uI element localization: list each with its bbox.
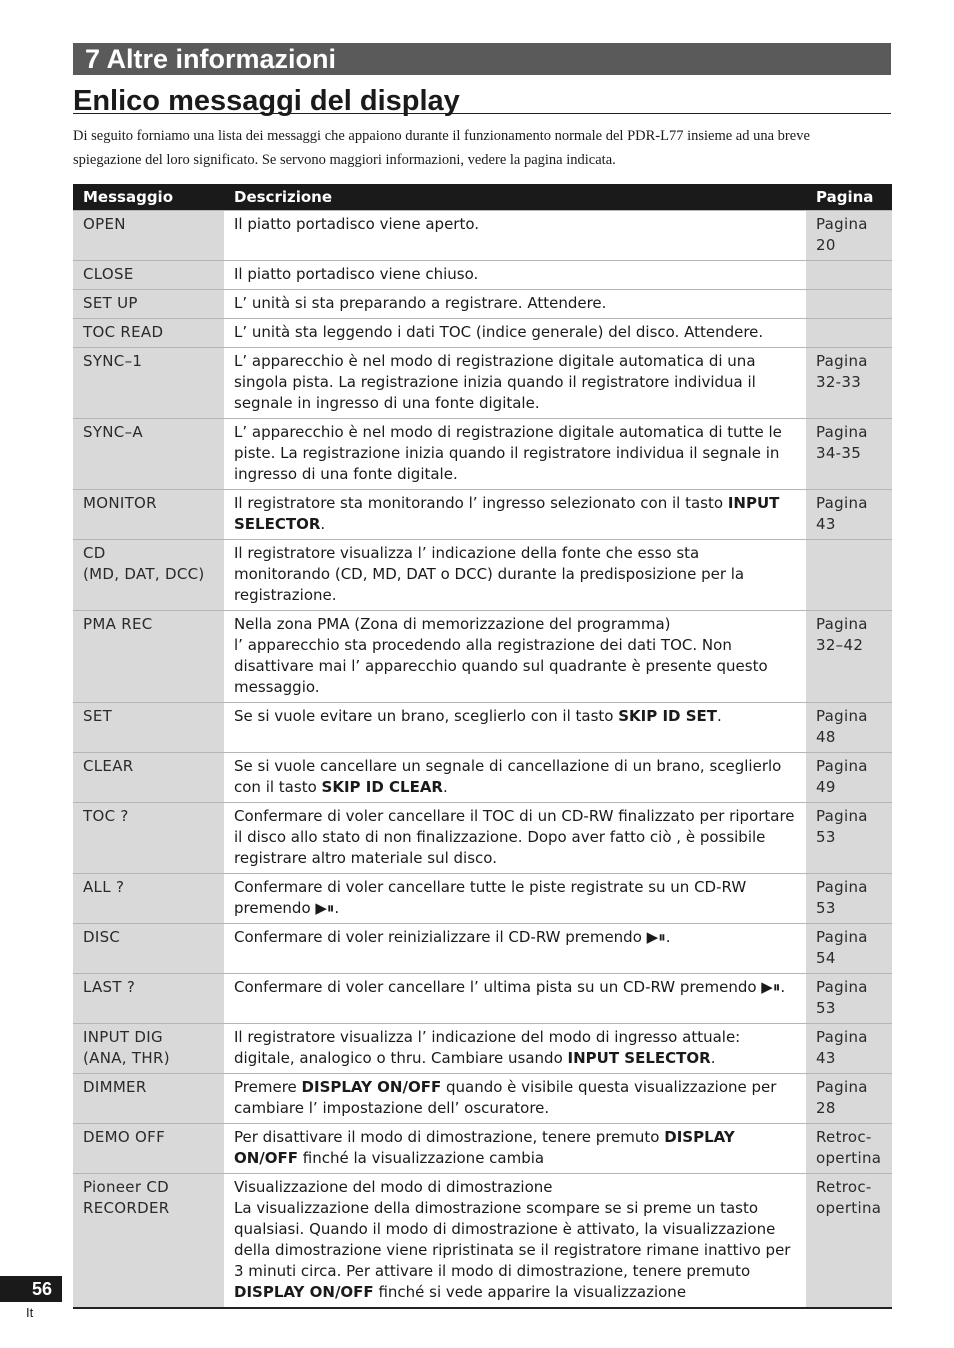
message-cell: SYNC–A bbox=[73, 419, 224, 490]
message-cell: PMA REC bbox=[73, 611, 224, 703]
page-ref-cell: Pagina 54 bbox=[806, 924, 892, 974]
page-ref-cell: Pagina 28 bbox=[806, 1074, 892, 1124]
page-ref-cell bbox=[806, 319, 892, 348]
message-cell: CLOSE bbox=[73, 261, 224, 290]
table-row bbox=[73, 611, 892, 703]
description-cell bbox=[224, 753, 806, 803]
key-name: DISPLAY ON/OFF bbox=[234, 1283, 374, 1301]
description-text: Per disattivare il modo di dimostrazione, tenere premuto bbox=[234, 1128, 665, 1146]
table-row bbox=[73, 1024, 892, 1074]
description-text: Nella zona PMA (Zona di memorizzazione del programma) l’ apparecchio sta procedendo alla registrazione dei dati TOC. Non disattivare mai l’ apparecchio quando sul quadrante è presente questo messaggio. bbox=[234, 615, 768, 696]
description-text: Confermare di voler reinizializzare il CD-RW premendo ▶⏸. bbox=[234, 928, 671, 946]
messages-table bbox=[73, 184, 892, 1309]
table-row bbox=[73, 874, 892, 924]
description-text: finché si vede apparire la visualizzazione bbox=[373, 1283, 687, 1301]
description-cell bbox=[224, 611, 806, 703]
message-cell: DEMO OFF bbox=[73, 1124, 224, 1174]
description-text: Se si vuole cancellare un segnale di cancellazione di un brano, sceglierlo con il tasto bbox=[234, 757, 782, 796]
table-row bbox=[73, 1174, 892, 1309]
message-cell: DIMMER bbox=[73, 1074, 224, 1124]
message-cell: INPUT DIG (ANA, THR) bbox=[73, 1024, 224, 1074]
description-text: finché la visualizzazione cambia bbox=[298, 1149, 545, 1167]
message-cell: CD (MD, DAT, DCC) bbox=[73, 540, 224, 611]
page-ref-cell: Pagina 32-33 bbox=[806, 348, 892, 419]
description-cell bbox=[224, 290, 806, 319]
message-cell: LAST ? bbox=[73, 974, 224, 1024]
message-cell: Pioneer CD RECORDER bbox=[73, 1174, 224, 1309]
page-ref-cell: Retroc- opertina bbox=[806, 1174, 892, 1309]
intro-paragraph: Di seguito forniamo una lista dei messaggi che appaiono durante il funzionamento normale del PDR-L77 insieme ad una breve spiegazione del loro significato. Se servono maggiori informazioni, vedere la pagina indicata. bbox=[73, 128, 810, 168]
description-text: Confermare di voler cancellare tutte le piste registrate su un CD-RW premendo ▶⏸. bbox=[234, 878, 747, 917]
page-ref-cell: Pagina 32–42 bbox=[806, 611, 892, 703]
page-ref-cell bbox=[806, 290, 892, 319]
table-row bbox=[73, 803, 892, 874]
language-code: It bbox=[26, 1305, 34, 1320]
page-ref-cell: Pagina 43 bbox=[806, 490, 892, 540]
page-ref-cell bbox=[806, 540, 892, 611]
table-header-row bbox=[73, 184, 892, 211]
message-cell: CLEAR bbox=[73, 753, 224, 803]
description-cell bbox=[224, 211, 806, 261]
key-name: INPUT SELECTOR bbox=[567, 1049, 711, 1067]
message-cell: MONITOR bbox=[73, 490, 224, 540]
key-name: INPUT SELECTOR bbox=[234, 494, 780, 533]
description-cell bbox=[224, 803, 806, 874]
description-cell bbox=[224, 974, 806, 1024]
description-cell bbox=[224, 703, 806, 753]
description-text: . bbox=[710, 1049, 716, 1067]
description-cell bbox=[224, 924, 806, 974]
table-row bbox=[73, 319, 892, 348]
key-name: SKIP ID SET bbox=[618, 707, 717, 725]
header-description: Descrizione bbox=[224, 184, 806, 211]
table-row bbox=[73, 290, 892, 319]
header-message: Messaggio bbox=[73, 184, 224, 211]
page-number: 56 bbox=[0, 1276, 62, 1302]
description-cell bbox=[224, 540, 806, 611]
description-text: . bbox=[717, 707, 722, 725]
key-name: DISPLAY ON/OFF bbox=[301, 1078, 442, 1096]
table-row bbox=[73, 1074, 892, 1124]
message-cell: OPEN bbox=[73, 211, 224, 261]
table-row bbox=[73, 703, 892, 753]
message-cell: TOC READ bbox=[73, 319, 224, 348]
description-text: L’ apparecchio è nel modo di registrazione digitale automatica di tutte le piste. La registrazione inizia quando il registratore individua il segnale in ingresso di una fonte digitale. bbox=[234, 423, 782, 483]
description-text: L’ unità sta leggendo i dati TOC (indice generale) del disco. Attendere. bbox=[234, 323, 764, 341]
table-body bbox=[73, 211, 892, 1309]
description-cell bbox=[224, 1124, 806, 1174]
description-text: Visualizzazione del modo di dimostrazione La visualizzazione della dimostrazione scompare se si preme un tasto qualsiasi. Quando il modo di dimostrazione è attivato, la visualizzazione della dimostrazione viene ripristinata se il registratore rimane inattivo per 3 minuti circa. Per attivare il modo di dimostrazione, tenere premuto bbox=[234, 1178, 791, 1280]
description-cell bbox=[224, 1174, 806, 1309]
description-cell bbox=[224, 490, 806, 540]
message-cell: SYNC–1 bbox=[73, 348, 224, 419]
description-cell bbox=[224, 1074, 806, 1124]
message-cell: SET bbox=[73, 703, 224, 753]
description-cell bbox=[224, 319, 806, 348]
page-ref-cell: Pagina 48 bbox=[806, 703, 892, 753]
description-text: Confermare di voler cancellare il TOC di un CD-RW finalizzato per riportare il disco allo stato di non finalizzazione. Dopo aver fatto ciò , è possibile registrare altro materiale sul disco. bbox=[234, 807, 795, 867]
message-cell: SET UP bbox=[73, 290, 224, 319]
message-cell: ALL ? bbox=[73, 874, 224, 924]
page-ref-cell: Pagina 53 bbox=[806, 874, 892, 924]
table-row bbox=[73, 540, 892, 611]
table-row bbox=[73, 261, 892, 290]
table-row bbox=[73, 211, 892, 261]
table-row bbox=[73, 753, 892, 803]
description-cell bbox=[224, 874, 806, 924]
description-text: Confermare di voler cancellare l’ ultima pista su un CD-RW premendo ▶⏸. bbox=[234, 978, 786, 996]
key-name: SKIP ID CLEAR bbox=[321, 778, 443, 796]
page-ref-cell bbox=[806, 261, 892, 290]
description-text: Il piatto portadisco viene aperto. bbox=[234, 215, 480, 233]
description-cell bbox=[224, 1024, 806, 1074]
description-text: Il registratore visualizza l’ indicazione della fonte che esso sta monitorando (CD, MD, DAT o DCC) durante la predisposizione per la registrazione. bbox=[234, 544, 745, 604]
description-text: L’ unità si sta preparando a registrare. Attendere. bbox=[234, 294, 607, 312]
description-text: Il registratore visualizza l’ indicazione del modo di ingresso attuale: digitale, analogico o thru. Cambiare usando bbox=[234, 1028, 741, 1067]
message-cell: TOC ? bbox=[73, 803, 224, 874]
table-row bbox=[73, 490, 892, 540]
description-text: . bbox=[442, 778, 448, 796]
page-ref-cell: Pagina 53 bbox=[806, 803, 892, 874]
section-header bbox=[73, 43, 891, 75]
description-text: . bbox=[320, 515, 326, 533]
description-text: Se si vuole evitare un brano, sceglierlo con il tasto bbox=[234, 707, 619, 725]
table-row bbox=[73, 348, 892, 419]
page-ref-cell: Retroc- opertina bbox=[806, 1124, 892, 1174]
key-name: DISPLAY ON/OFF bbox=[234, 1128, 735, 1167]
table-row bbox=[73, 1124, 892, 1174]
description-text: quando è visibile questa visualizzazione per cambiare l’ impostazione dell’ oscuratore. bbox=[234, 1078, 777, 1117]
page-ref-cell: Pagina 34-35 bbox=[806, 419, 892, 490]
message-cell: DISC bbox=[73, 924, 224, 974]
description-cell bbox=[224, 348, 806, 419]
table-row bbox=[73, 419, 892, 490]
page-ref-cell: Pagina 20 bbox=[806, 211, 892, 261]
page-title: Enlico messaggi del display bbox=[73, 84, 891, 114]
table-row bbox=[73, 974, 892, 1024]
description-cell bbox=[224, 261, 806, 290]
description-text: Il registratore sta monitorando l’ ingresso selezionato con il tasto bbox=[234, 494, 728, 512]
description-text: Premere bbox=[234, 1078, 302, 1096]
description-text: L’ apparecchio è nel modo di registrazione digitale automatica di una singola pista. La registrazione inizia quando il registratore individua il segnale in ingresso di una fonte digitale. bbox=[234, 352, 756, 412]
description-text: Il piatto portadisco viene chiuso. bbox=[234, 265, 479, 283]
page-ref-cell: Pagina 43 bbox=[806, 1024, 892, 1074]
page-ref-cell: Pagina 53 bbox=[806, 974, 892, 1024]
description-cell bbox=[224, 419, 806, 490]
page-ref-cell: Pagina 49 bbox=[806, 753, 892, 803]
section-title: 7 Altre informazioni bbox=[85, 44, 337, 74]
header-page: Pagina bbox=[806, 184, 892, 211]
table-row bbox=[73, 924, 892, 974]
